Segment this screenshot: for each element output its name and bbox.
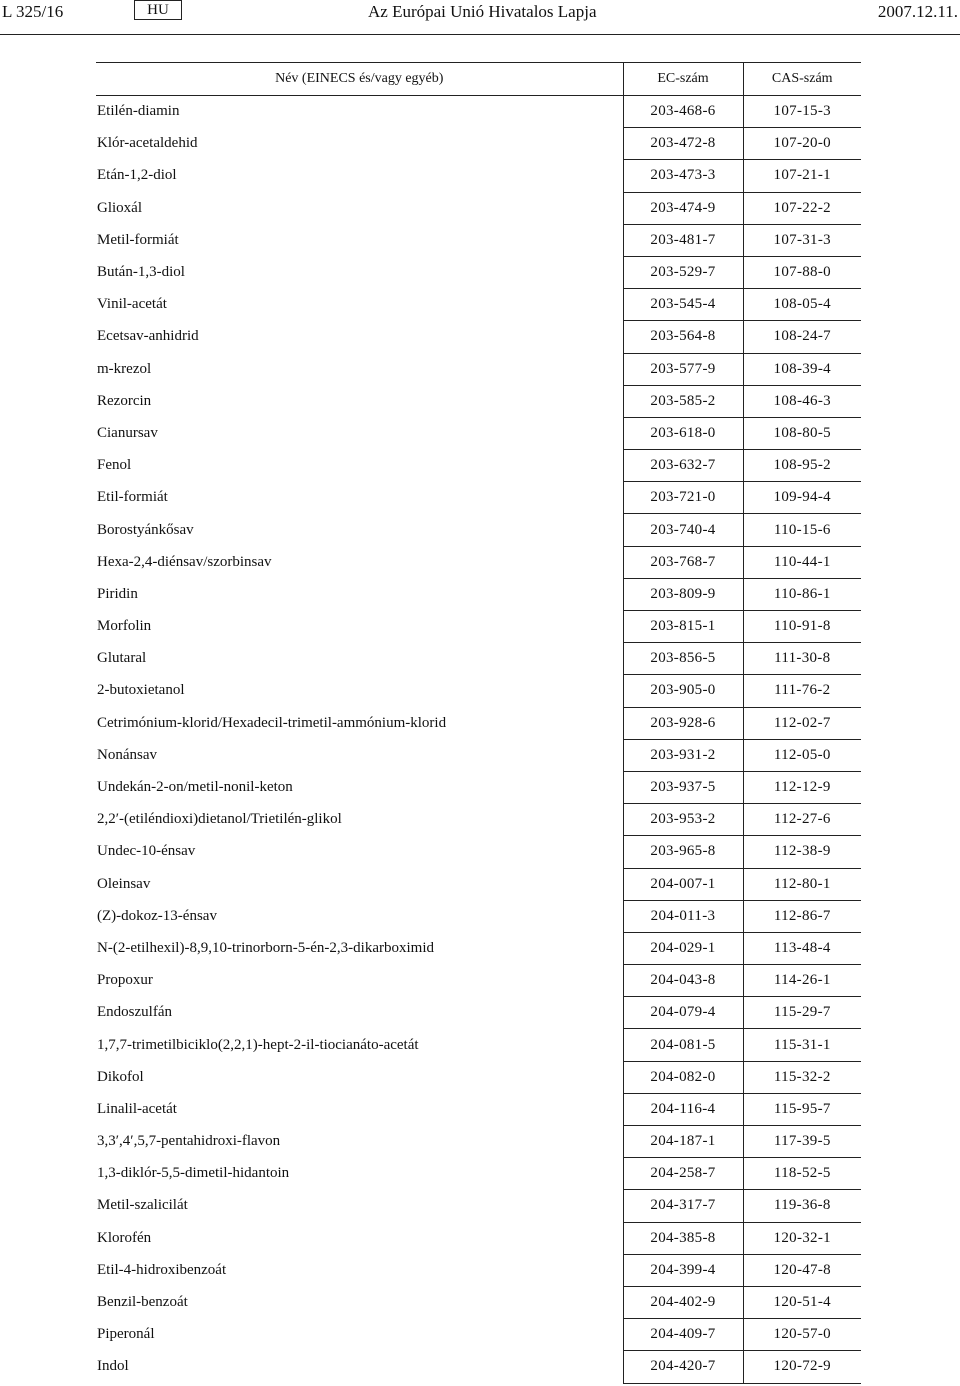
table-row [96, 160, 861, 192]
table-row [96, 965, 861, 997]
ec-number-cell: 204-409-7 [623, 1319, 743, 1351]
column-header-name: Név (EINECS és/vagy egyéb) [96, 63, 623, 96]
ec-number-cell: 203-545-4 [623, 289, 743, 321]
substance-name-cell: Indol [96, 1351, 623, 1383]
cas-number-cell: 110-44-1 [743, 546, 861, 578]
substance-name-cell: Borostyánkősav [96, 514, 623, 546]
cas-number-cell: 109-94-4 [743, 482, 861, 514]
table-row [96, 482, 861, 514]
substance-name-cell: (Z)-dokoz-13-énsav [96, 900, 623, 932]
cas-number-cell: 115-95-7 [743, 1093, 861, 1125]
ec-number-cell: 204-258-7 [623, 1158, 743, 1190]
table-row [96, 256, 861, 288]
substance-name-cell: Fenol [96, 450, 623, 482]
substance-name-cell: Dikofol [96, 1061, 623, 1093]
table-row [96, 224, 861, 256]
cas-number-cell: 107-15-3 [743, 96, 861, 128]
cas-number-cell: 107-20-0 [743, 128, 861, 160]
ec-number-cell: 203-564-8 [623, 321, 743, 353]
table-row [96, 1093, 861, 1125]
substance-name-cell: 2-butoxietanol [96, 675, 623, 707]
cas-number-cell: 112-02-7 [743, 707, 861, 739]
column-header-cas: CAS-szám [743, 63, 861, 96]
ec-number-cell: 204-007-1 [623, 868, 743, 900]
table-row [96, 1319, 861, 1351]
substance-name-cell: Piridin [96, 578, 623, 610]
substance-name-cell: Etilén-diamin [96, 96, 623, 128]
cas-number-cell: 107-22-2 [743, 192, 861, 224]
substance-name-cell: Undekán-2-on/metil-nonil-keton [96, 771, 623, 803]
cas-number-cell: 112-12-9 [743, 771, 861, 803]
substance-name-cell: Linalil-acetát [96, 1093, 623, 1125]
substance-name-cell: Undec-10-énsav [96, 836, 623, 868]
ec-number-cell: 203-965-8 [623, 836, 743, 868]
table-row [96, 1190, 861, 1222]
cas-number-cell: 115-32-2 [743, 1061, 861, 1093]
ec-number-cell: 203-632-7 [623, 450, 743, 482]
ec-number-cell: 203-618-0 [623, 417, 743, 449]
cas-number-cell: 120-32-1 [743, 1222, 861, 1254]
substance-name-cell: Ecetsav-anhidrid [96, 321, 623, 353]
ec-number-cell: 203-529-7 [623, 256, 743, 288]
substance-name-cell: Benzil-benzoát [96, 1286, 623, 1318]
table-row [96, 546, 861, 578]
substance-name-cell: Metil-formiát [96, 224, 623, 256]
cas-number-cell: 111-30-8 [743, 643, 861, 675]
cas-number-cell: 120-72-9 [743, 1351, 861, 1383]
ec-number-cell: 203-473-3 [623, 160, 743, 192]
cas-number-cell: 108-80-5 [743, 417, 861, 449]
cas-number-cell: 108-39-4 [743, 353, 861, 385]
table-row [96, 385, 861, 417]
ec-number-cell: 203-468-6 [623, 96, 743, 128]
ec-number-cell: 204-011-3 [623, 900, 743, 932]
ec-number-cell: 203-856-5 [623, 643, 743, 675]
substance-name-cell: Endoszulfán [96, 997, 623, 1029]
table-row [96, 804, 861, 836]
cas-number-cell: 108-46-3 [743, 385, 861, 417]
table-row [96, 932, 861, 964]
cas-number-cell: 115-29-7 [743, 997, 861, 1029]
ec-number-cell: 203-809-9 [623, 578, 743, 610]
ec-number-cell: 203-472-8 [623, 128, 743, 160]
cas-number-cell: 112-27-6 [743, 804, 861, 836]
ec-number-cell: 203-928-6 [623, 707, 743, 739]
ec-number-cell: 204-385-8 [623, 1222, 743, 1254]
cas-number-cell: 120-57-0 [743, 1319, 861, 1351]
substance-name-cell: Vinil-acetát [96, 289, 623, 321]
ec-number-cell: 203-768-7 [623, 546, 743, 578]
substance-name-cell: Morfolin [96, 611, 623, 643]
ec-number-cell: 203-721-0 [623, 482, 743, 514]
ec-number-cell: 204-081-5 [623, 1029, 743, 1061]
ec-number-cell: 204-116-4 [623, 1093, 743, 1125]
ec-number-cell: 204-029-1 [623, 932, 743, 964]
cas-number-cell: 118-52-5 [743, 1158, 861, 1190]
table-row [96, 128, 861, 160]
substance-name-cell: Cetrimónium-klorid/Hexadecil-trimetil-ammónium-klorid [96, 707, 623, 739]
table-row [96, 997, 861, 1029]
substance-name-cell: 1,3-diklór-5,5-dimetil-hidantoin [96, 1158, 623, 1190]
ec-number-cell: 204-082-0 [623, 1061, 743, 1093]
cas-number-cell: 110-86-1 [743, 578, 861, 610]
ec-number-cell: 204-043-8 [623, 965, 743, 997]
substance-name-cell: Glutaral [96, 643, 623, 675]
substance-name-cell: Hexa-2,4-diénsav/szorbinsav [96, 546, 623, 578]
table-row [96, 739, 861, 771]
page-reference: L 325/16 [2, 2, 64, 21]
substance-name-cell: Nonánsav [96, 739, 623, 771]
table-row [96, 836, 861, 868]
table-row [96, 868, 861, 900]
table-row [96, 417, 861, 449]
substance-name-cell: Oleinsav [96, 868, 623, 900]
table-row [96, 289, 861, 321]
table-header-row [96, 63, 861, 96]
publication-date: 2007.12.11. [877, 2, 958, 21]
table-row [96, 1286, 861, 1318]
substance-name-cell: Etán-1,2-diol [96, 160, 623, 192]
ec-number-cell: 203-474-9 [623, 192, 743, 224]
cas-number-cell: 119-36-8 [743, 1190, 861, 1222]
ec-number-cell: 204-402-9 [623, 1286, 743, 1318]
table-row [96, 643, 861, 675]
table-row [96, 900, 861, 932]
ec-number-cell: 203-577-9 [623, 353, 743, 385]
ec-number-cell: 203-740-4 [623, 514, 743, 546]
table-row [96, 321, 861, 353]
ec-number-cell: 204-079-4 [623, 997, 743, 1029]
table-row [96, 675, 861, 707]
substance-name-cell: Metil-szalicilát [96, 1190, 623, 1222]
substance-name-cell: N-(2-etilhexil)-8,9,10-trinorborn-5-én-2,3-dikarboximid [96, 932, 623, 964]
table-row [96, 1126, 861, 1158]
substance-name-cell: Klór-acetaldehid [96, 128, 623, 160]
ec-number-cell: 203-953-2 [623, 804, 743, 836]
substance-name-cell: 1,7,7-trimetilbiciklo(2,2,1)-hept-2-il-tiocianáto-acetát [96, 1029, 623, 1061]
column-header-ec: EC-szám [623, 63, 743, 96]
ec-number-cell: 204-399-4 [623, 1254, 743, 1286]
cas-number-cell: 110-15-6 [743, 514, 861, 546]
cas-number-cell: 108-05-4 [743, 289, 861, 321]
substance-name-cell: Etil-4-hidroxibenzoát [96, 1254, 623, 1286]
substance-name-cell: Glioxál [96, 192, 623, 224]
table-row [96, 1061, 861, 1093]
cas-number-cell: 112-86-7 [743, 900, 861, 932]
table-row [96, 1254, 861, 1286]
substance-name-cell: 2,2′-(etiléndioxi)dietanol/Trietilén-glikol [96, 804, 623, 836]
substance-table [96, 62, 861, 1384]
table-row [96, 96, 861, 128]
cas-number-cell: 120-51-4 [743, 1286, 861, 1318]
cas-number-cell: 120-47-8 [743, 1254, 861, 1286]
ec-number-cell: 204-187-1 [623, 1126, 743, 1158]
page-header [0, 0, 960, 35]
substance-name-cell: Bután-1,3-diol [96, 256, 623, 288]
table-row [96, 192, 861, 224]
cas-number-cell: 117-39-5 [743, 1126, 861, 1158]
substance-name-cell: m-krezol [96, 353, 623, 385]
table-row [96, 771, 861, 803]
cas-number-cell: 108-24-7 [743, 321, 861, 353]
ec-number-cell: 203-937-5 [623, 771, 743, 803]
table-row [96, 1158, 861, 1190]
language-code-box: HU [134, 0, 182, 20]
ec-number-cell: 203-905-0 [623, 675, 743, 707]
table-row [96, 450, 861, 482]
substance-name-cell: Propoxur [96, 965, 623, 997]
cas-number-cell: 114-26-1 [743, 965, 861, 997]
table-row [96, 707, 861, 739]
ec-number-cell: 203-931-2 [623, 739, 743, 771]
substance-name-cell: Etil-formiát [96, 482, 623, 514]
table-row [96, 611, 861, 643]
substance-name-cell: Piperonál [96, 1319, 623, 1351]
cas-number-cell: 110-91-8 [743, 611, 861, 643]
table-row [96, 514, 861, 546]
table-row [96, 1351, 861, 1383]
table-row [96, 1222, 861, 1254]
cas-number-cell: 112-80-1 [743, 868, 861, 900]
ec-number-cell: 203-481-7 [623, 224, 743, 256]
substance-name-cell: Cianursav [96, 417, 623, 449]
table-body [96, 96, 861, 1384]
cas-number-cell: 107-88-0 [743, 256, 861, 288]
cas-number-cell: 108-95-2 [743, 450, 861, 482]
ec-number-cell: 203-815-1 [623, 611, 743, 643]
ec-number-cell: 204-317-7 [623, 1190, 743, 1222]
table-row [96, 353, 861, 385]
cas-number-cell: 115-31-1 [743, 1029, 861, 1061]
cas-number-cell: 112-38-9 [743, 836, 861, 868]
journal-title: Az Európai Unió Hivatalos Lapja [368, 2, 597, 21]
cas-number-cell: 107-21-1 [743, 160, 861, 192]
ec-number-cell: 204-420-7 [623, 1351, 743, 1383]
ec-number-cell: 203-585-2 [623, 385, 743, 417]
cas-number-cell: 107-31-3 [743, 224, 861, 256]
cas-number-cell: 112-05-0 [743, 739, 861, 771]
table-row [96, 578, 861, 610]
cas-number-cell: 113-48-4 [743, 932, 861, 964]
substance-name-cell: Klorofén [96, 1222, 623, 1254]
cas-number-cell: 111-76-2 [743, 675, 861, 707]
substance-name-cell: 3,3′,4′,5,7-pentahidroxi-flavon [96, 1126, 623, 1158]
substance-name-cell: Rezorcin [96, 385, 623, 417]
table-row [96, 1029, 861, 1061]
